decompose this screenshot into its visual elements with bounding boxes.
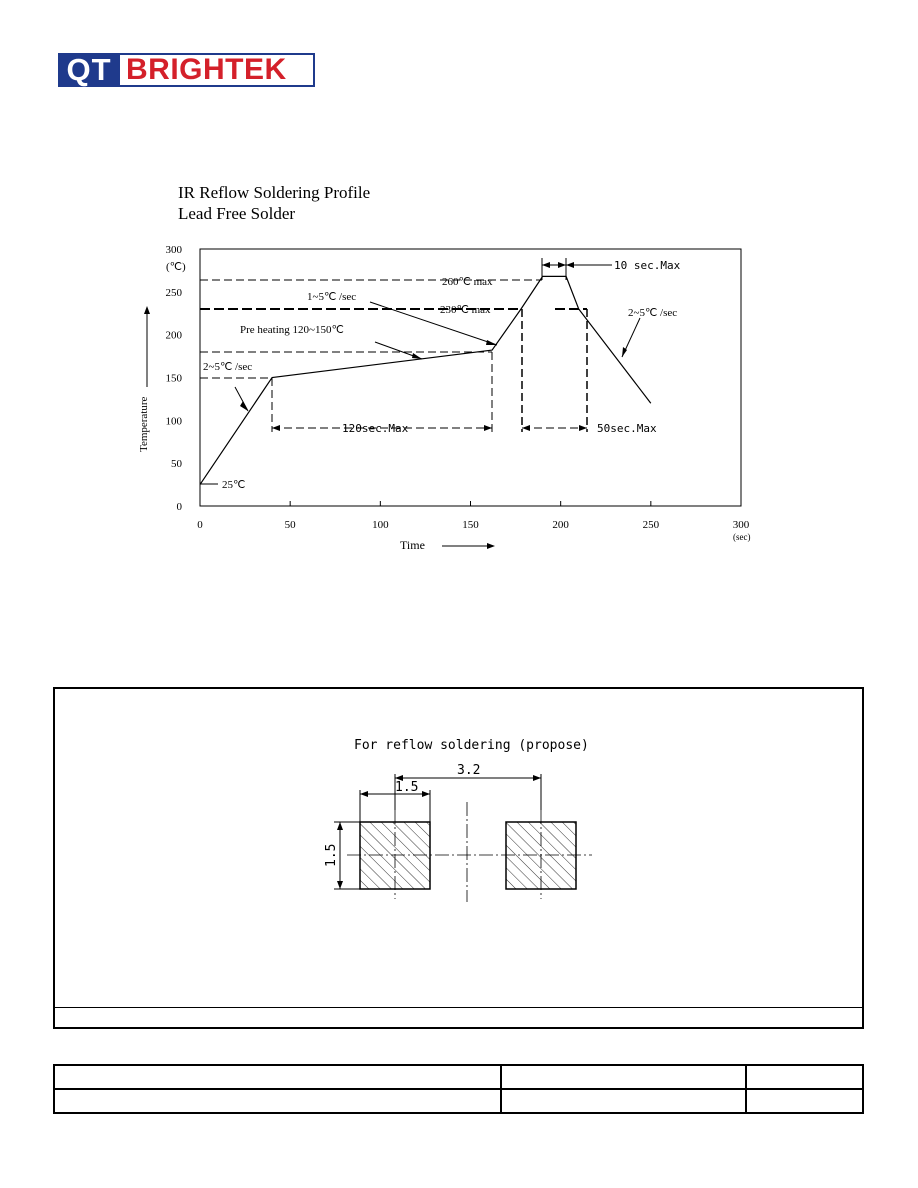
annotation-ramp-rate-2: 1~5℃ /sec — [307, 291, 357, 303]
annotation-preheat: Pre heating 120~150℃ — [240, 324, 344, 336]
x-tick-label: 250 — [642, 519, 660, 531]
footprint-drawing — [55, 689, 862, 1005]
footprint-bottom-divider — [55, 1007, 862, 1008]
x-tick-label: 50 — [284, 519, 296, 531]
annotation-start-temp: 25℃ — [222, 479, 246, 491]
y-axis-label: Temperature — [138, 396, 150, 452]
annotation-peak-temp: 260℃ max — [442, 276, 493, 288]
annotation-reflow-time: 50sec.Max — [597, 422, 657, 435]
y-tick-label: 300 — [165, 244, 182, 256]
chart-title: IR Reflow Soldering Profile — [178, 183, 371, 202]
x-axis-arrowhead — [487, 543, 495, 549]
y-axis-arrowhead — [144, 306, 150, 314]
table-cell — [746, 1065, 863, 1089]
table-cell — [501, 1089, 746, 1113]
y-tick-label: 250 — [165, 286, 182, 299]
table-cell — [746, 1089, 863, 1113]
y-tick-label: 200 — [165, 329, 182, 342]
guide-lines — [200, 258, 612, 484]
table-row — [54, 1065, 863, 1089]
pitch-dimension: 3.2 — [457, 763, 481, 778]
annotation-cool-rate: 2~5℃ /sec — [628, 307, 678, 319]
y-tick-label: 150 — [165, 372, 182, 385]
logo-brand-block: BRIGHTEK — [120, 53, 315, 87]
pad-height-dimension: 1.5 — [324, 843, 339, 867]
x-tick-label: 100 — [372, 519, 389, 531]
y-axis-unit: (℃) — [166, 261, 186, 273]
pad-width-dimension: 1.5 — [395, 780, 419, 795]
annotation-ramp-rate-1: 2~5℃ /sec — [203, 361, 253, 373]
table-cell — [501, 1065, 746, 1089]
profile-curve — [200, 276, 651, 484]
info-table — [53, 1064, 864, 1114]
table-cell — [54, 1065, 501, 1089]
y-tick-label: 100 — [165, 415, 182, 428]
footprint-section — [53, 687, 864, 1029]
dimension-arrowheads — [272, 262, 587, 431]
company-logo — [58, 53, 315, 87]
x-tick-label: 200 — [552, 519, 569, 531]
annotation-preheat-time: 120sec.Max — [342, 422, 409, 435]
x-tick-label: 150 — [462, 519, 479, 531]
x-axis-label: Time — [400, 538, 425, 552]
x-tick-label: 300 — [732, 519, 750, 531]
annotation-reflow-temp: 230℃ max — [440, 304, 491, 316]
logo-qt-block: QT — [58, 53, 120, 87]
chart-subtitle: Lead Free Solder — [178, 204, 296, 223]
chart-annotations — [203, 259, 681, 491]
y-axis-ticks — [166, 244, 183, 513]
annotation-peak-time: 10 sec.Max — [614, 259, 681, 272]
reflow-profile-chart — [0, 170, 918, 570]
x-axis-unit: (sec) — [733, 532, 751, 542]
y-tick-label: 50 — [171, 458, 182, 471]
table-cell — [54, 1089, 501, 1113]
leader-arrowheads — [240, 340, 627, 411]
y-tick-label: 0 — [176, 501, 182, 513]
footprint-title: For reflow soldering (propose) — [354, 738, 589, 753]
x-tick-label: 0 — [197, 519, 203, 531]
table-row — [54, 1089, 863, 1113]
